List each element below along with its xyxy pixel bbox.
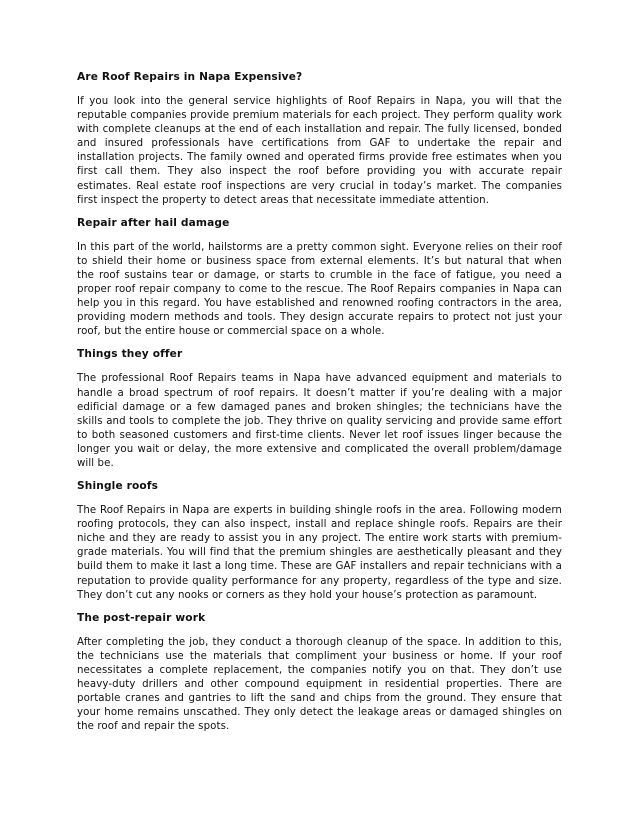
section-paragraph: The Roof Repairs in Napa are experts in building shingle roofs in the area. Following modern roofing protocols, they can also inspect, install and replace shingle roofs. Repairs are their niche and they are ready to assist you in any project. The entire work starts with premium-grade materials. You will find that the premium shingles are aesthetically pleasant and they build them to make it last a long time. These are GAF installers and repair technicians with a reputation to provide quality performance for any property, regardless of the type and size. They don’t cut any nooks or corners as they hold your house’s protection as paramount. (77, 505, 562, 601)
section-paragraph: After completing the job, they conduct a thorough cleanup of the space. In addition to this, the technicians use the materials that compliment your business or home. If your roof necessitates a complete replacement, the companies notify you on that. They don’t use heavy-duty drillers and other compound equipment in residential properties. There are portable cranes and gantries to lift the sand and chips from the ground. They ensure that your home remains unscathed. They only detect the leakage areas or damaged shingles on the roof and repair the spots. (77, 636, 562, 733)
section-paragraph: In this part of the world, hailstorms are a pretty common sight. Everyone relies on their roof to shield their home or business space from external elements. It’s but natural that when the roof sustains tear or damage, or starts to crumble in the face of fatigue, you need a proper roof repair company to come to the rescue. The Roof Repairs companies in Napa can help you in this regard. You have established and renowned roofing contractors in the area, providing modern methods and tools. They design accurate repairs to protect not just your roof, but the entire house or commercial space on a whole. (77, 241, 562, 338)
section-paragraph: If you look into the general service highlights of Roof Repairs in Napa, you will that the reputable companies provide premium materials for each project. They perform quality work with complete cleanups at the end of each installation and repair. The fully licensed, bonded and insured professionals have certifications from GAF to undertake the repair and installation projects. The family owned and operated firms provide free estimates when you first call them. They also inspect the roof before providing you with accurate repair estimates. Real estate roof inspections are very crucial in today’s market. The companies first inspect the property to detect areas that necessitate immediate attention. (77, 96, 562, 206)
section-hail-damage (77, 216, 562, 340)
section-things-they-offer (77, 347, 562, 471)
section-roof-repairs-expensive (77, 70, 562, 208)
section-heading: Repair after hail damage (77, 216, 230, 229)
section-heading: Are Roof Repairs in Napa Expensive? (77, 71, 303, 83)
section-heading: Things they offer (77, 348, 183, 361)
section-heading: The post-repair work (77, 611, 206, 624)
section-shingle-roofs (77, 479, 562, 603)
section-heading: Shingle roofs (77, 480, 159, 493)
document-page (77, 70, 562, 742)
section-post-repair-work (77, 611, 562, 735)
section-paragraph: The professional Roof Repairs teams in Napa have advanced equipment and materials to handle a broad spectrum of roof repairs. It doesn’t matter if you’re dealing with a major edificial damage or a few damaged panes and broken shingles; the technicians have the skills and tools to complete the job. They thrive on quality servicing and provide same effort to both seasoned customers and first-time clients. Never let roof issues linger because the longer you wait or delay, the more extensive and complicated the overall problem/damage will be. (77, 373, 562, 469)
